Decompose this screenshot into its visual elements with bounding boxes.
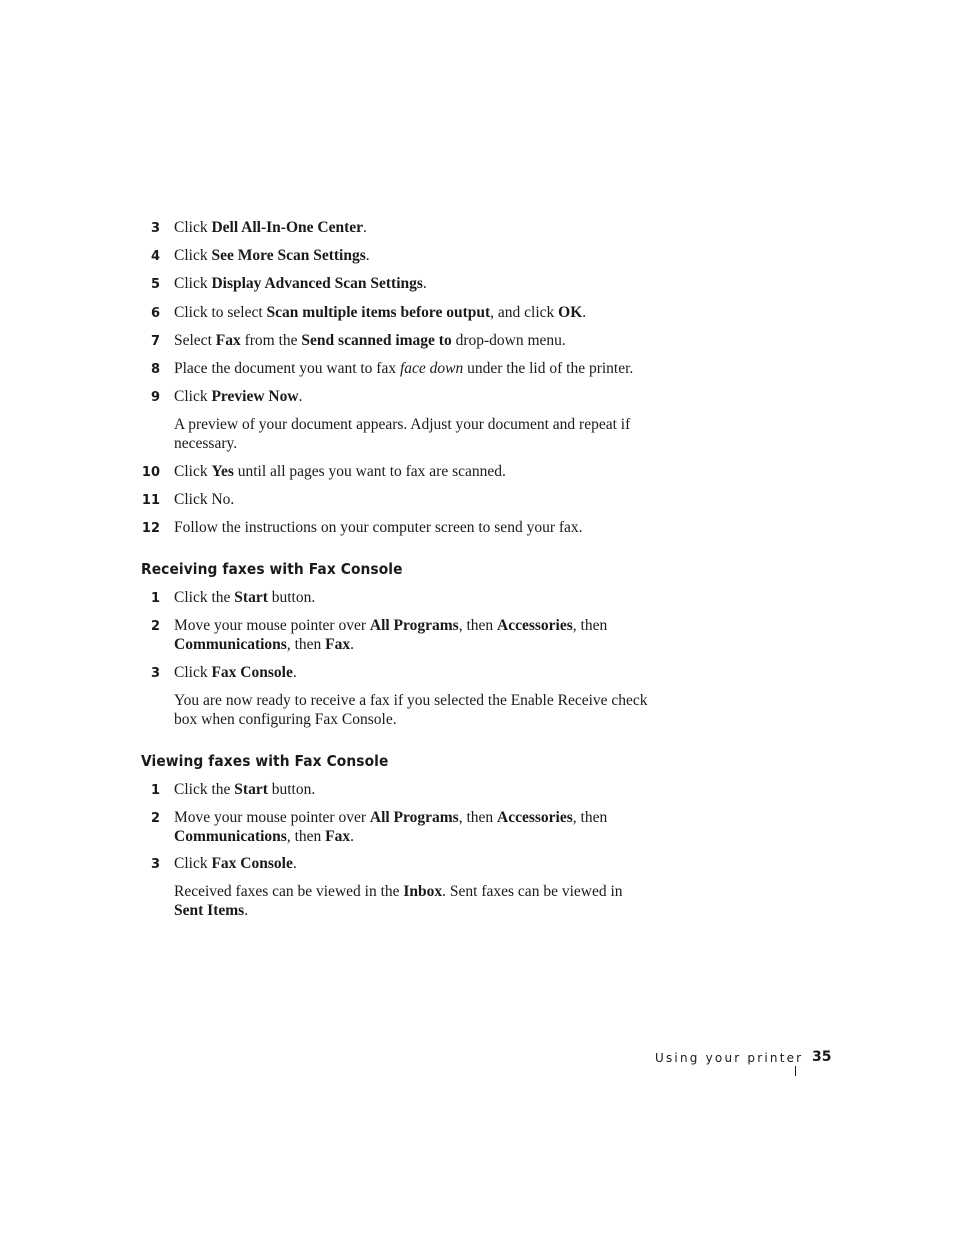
- step-text: Click Preview Now.: [174, 388, 303, 405]
- step-text: Click Fax Console.: [174, 664, 297, 681]
- step-text: Place the document you want to fax face down under the lid of the printer.: [174, 360, 634, 377]
- step-number: 3: [150, 221, 160, 236]
- footer-chapter-label: Using your printer: [655, 1051, 804, 1065]
- step-number: 2: [150, 811, 160, 826]
- page-number: 35: [812, 1049, 832, 1065]
- step-number: 10: [141, 465, 160, 480]
- step-number: 5: [150, 277, 160, 292]
- step-text: Click Yes until all pages you want to fax are scanned.: [174, 463, 506, 480]
- step-number: 12: [141, 521, 160, 536]
- step-text: Click No.: [174, 491, 235, 508]
- footer-divider: [795, 1066, 796, 1076]
- step-text: Click Fax Console.: [174, 855, 297, 872]
- step-text: Select Fax from the Send scanned image to drop-down menu.: [174, 332, 566, 349]
- step-text: Click See More Scan Settings.: [174, 247, 370, 264]
- preview-note: A preview of your document appears. Adjust your document and repeat if necessary.: [174, 416, 631, 452]
- view-note: Received faxes can be viewed in the Inbox. Sent faxes can be viewed in Sent Items.: [174, 883, 623, 919]
- section-heading-viewing: Viewing faxes with Fax Console: [141, 752, 389, 770]
- step-number: 8: [150, 362, 160, 377]
- step-number: 11: [141, 493, 160, 508]
- step-number: 3: [150, 666, 160, 681]
- step-number: 7: [150, 334, 160, 349]
- step-text: Click the Start button.: [174, 589, 316, 606]
- step-number: 4: [150, 249, 160, 264]
- step-text: Move your mouse pointer over All Programs, then Accessories, then Communications, then Fax.: [174, 809, 608, 845]
- step-number: 2: [150, 619, 160, 634]
- step-number: 1: [150, 783, 160, 798]
- section-heading-receiving: Receiving faxes with Fax Console: [141, 560, 403, 578]
- step-text: Click Display Advanced Scan Settings.: [174, 275, 427, 292]
- step-number: 6: [150, 306, 160, 321]
- step-text: Click the Start button.: [174, 781, 316, 798]
- step-text: Click to select Scan multiple items before output, and click OK.: [174, 304, 587, 321]
- step-number: 9: [150, 390, 160, 405]
- step-number: 1: [150, 591, 160, 606]
- step-number: 3: [150, 857, 160, 872]
- receive-note: You are now ready to receive a fax if you selected the Enable Receive check box when configuring Fax Console.: [174, 692, 648, 728]
- step-text: Move your mouse pointer over All Programs, then Accessories, then Communications, then Fax.: [174, 617, 608, 653]
- step-text: Follow the instructions on your computer screen to send your fax.: [174, 519, 583, 536]
- step-text: Click Dell All-In-One Center.: [174, 219, 367, 236]
